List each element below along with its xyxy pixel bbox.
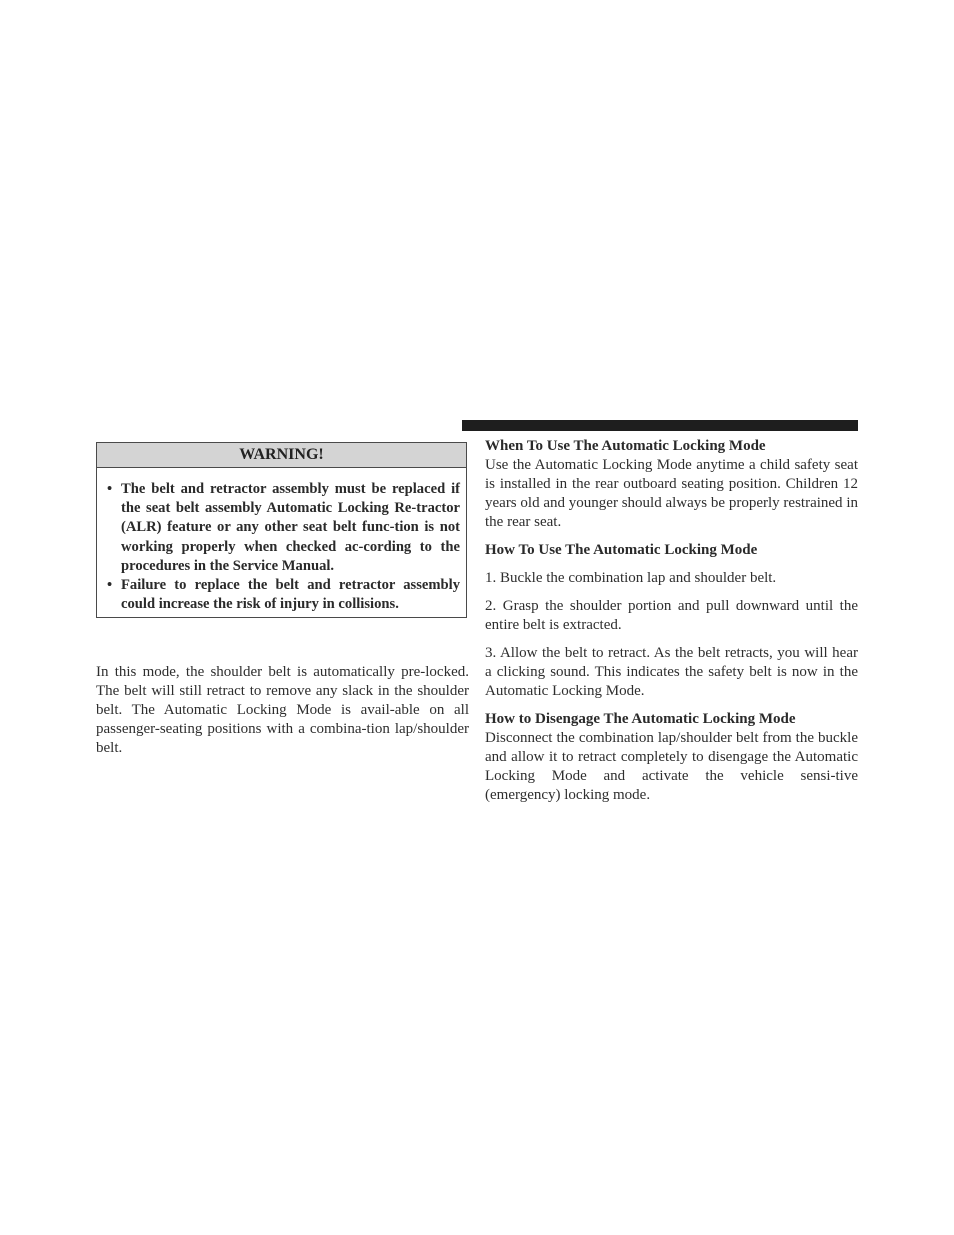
step-item: 3. Allow the belt to retract. As the belt retracts, you will hear a clicking sound. This indicates the safety belt is now in the Automatic Locking Mode.	[485, 645, 858, 699]
when-to-use-heading: When To Use The Automatic Locking Mode	[485, 438, 766, 454]
section-divider-bar	[462, 420, 858, 431]
warning-title: WARNING!	[97, 443, 466, 468]
warning-bullet-text: Failure to replace the belt and retractor assembly could increase the risk of injury in collisions.	[121, 577, 460, 613]
how-to-use-heading: How To Use The Automatic Locking Mode	[485, 542, 758, 558]
warning-bullet-item	[107, 576, 460, 614]
right-column	[485, 437, 858, 805]
when-to-use-text: Use the Automatic Locking Mode anytime a child safety seat is installed in the rear outboard seating position. Children 12 years old and younger should always be properly restrained in the rear seat.	[485, 457, 858, 530]
step-item: 1. Buckle the combination lap and shoulder belt.	[485, 570, 777, 586]
alr-mode-description: In this mode, the shoulder belt is automatically pre-locked. The belt will still retract to remove any slack in the shoulder belt. The Automatic Locking Mode is avail-able on all passenger-seating positions with a combina-tion lap/shoulder belt.	[96, 664, 469, 756]
warning-box	[96, 442, 467, 618]
disengage-text: Disconnect the combination lap/shoulder belt from the buckle and allow it to retract completely to disengage the Automatic Locking Mode and activate the vehicle sensi-tive (emergency) locking mode.	[485, 730, 858, 803]
warning-list	[97, 468, 466, 614]
disengage-heading: How to Disengage The Automatic Locking Mode	[485, 711, 796, 727]
bullet-icon: •	[107, 577, 113, 594]
warning-bullet-item	[107, 480, 460, 576]
step-item: 2. Grasp the shoulder portion and pull downward until the entire belt is extracted.	[485, 598, 858, 633]
bullet-icon: •	[107, 481, 113, 497]
warning-bullet-text: The belt and retractor assembly must be replaced if the seat belt assembly Automatic Locking Re-tractor (ALR) feature or any other seat belt func-tion is not working properly when checked ac-cording to the procedures in the Service Manual.	[121, 481, 460, 574]
